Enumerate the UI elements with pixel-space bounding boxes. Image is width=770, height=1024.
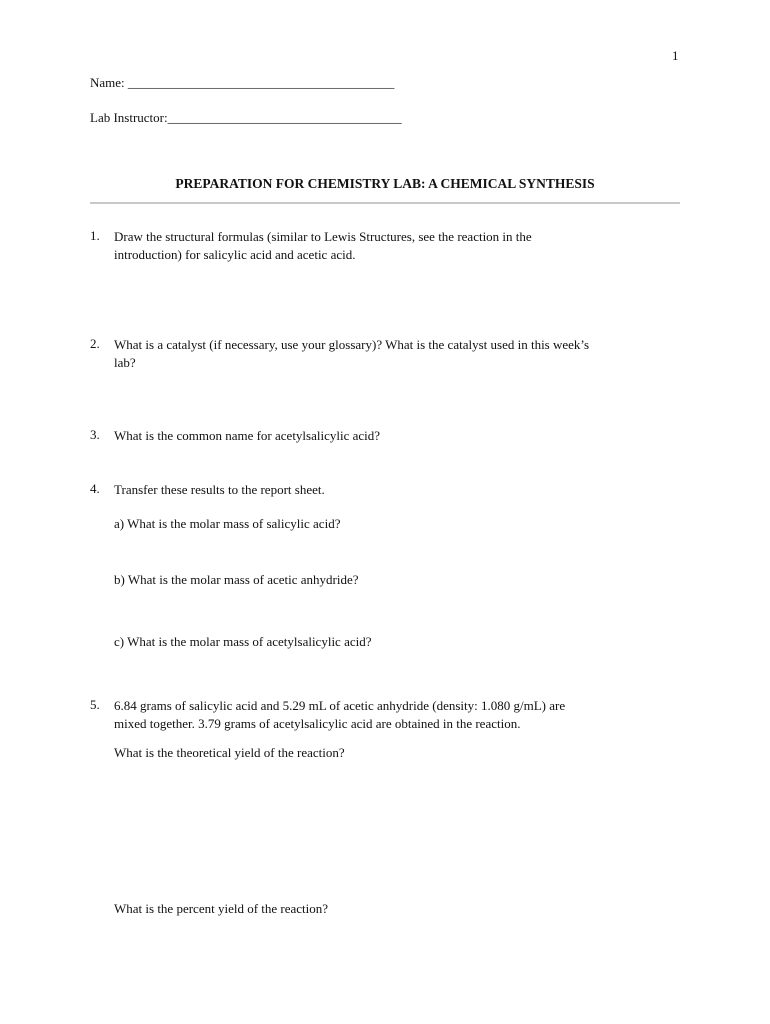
question-2-line-2: lab? [114, 355, 136, 370]
question-5-theoretical-yield: What is the theoretical yield of the reaction? [114, 745, 345, 760]
question-4-text: Transfer these results to the report sheet. [114, 482, 325, 497]
question-2-text [114, 336, 589, 372]
question-5-line-1: 6.84 grams of salicylic acid and 5.29 mL of acetic anhydride (density: 1.080 g/mL) are [114, 698, 566, 713]
question-4b: b) What is the molar mass of acetic anhydride? [114, 572, 359, 587]
question-4c: c) What is the molar mass of acetylsalicylic acid? [114, 634, 372, 649]
question-4a: a) What is the molar mass of salicylic acid? [114, 516, 341, 531]
question-2-line-1: What is a catalyst (if necessary, use your glossary)? What is the catalyst used in this week’s [114, 337, 590, 352]
name-field[interactable]: Name: _________________________________________ [90, 75, 395, 90]
page-number: 1 [672, 48, 679, 63]
question-1-line-1: Draw the structural formulas (similar to Lewis Structures, see the reaction in the [114, 229, 532, 244]
title-divider [90, 202, 680, 204]
question-1-line-2: introduction) for salicylic acid and acetic acid. [114, 247, 356, 262]
question-1-number: 1. [90, 228, 100, 243]
question-4-number: 4. [90, 481, 100, 496]
question-1-text [114, 228, 532, 264]
question-3-text: What is the common name for acetylsalicylic acid? [114, 428, 381, 443]
question-5-line-2: mixed together. 3.79 grams of acetylsalicylic acid are obtained in the reaction. [114, 716, 521, 731]
question-5-number: 5. [90, 697, 100, 712]
question-5-percent-yield: What is the percent yield of the reaction? [114, 901, 329, 916]
question-3-number: 3. [90, 427, 100, 442]
page-title: PREPARATION FOR CHEMISTRY LAB: A CHEMICAL SYNTHESIS [175, 176, 595, 191]
question-2-number: 2. [90, 336, 100, 351]
question-5-text [114, 697, 565, 733]
lab-instructor-field[interactable]: Lab Instructor:____________________________________ [90, 110, 402, 125]
